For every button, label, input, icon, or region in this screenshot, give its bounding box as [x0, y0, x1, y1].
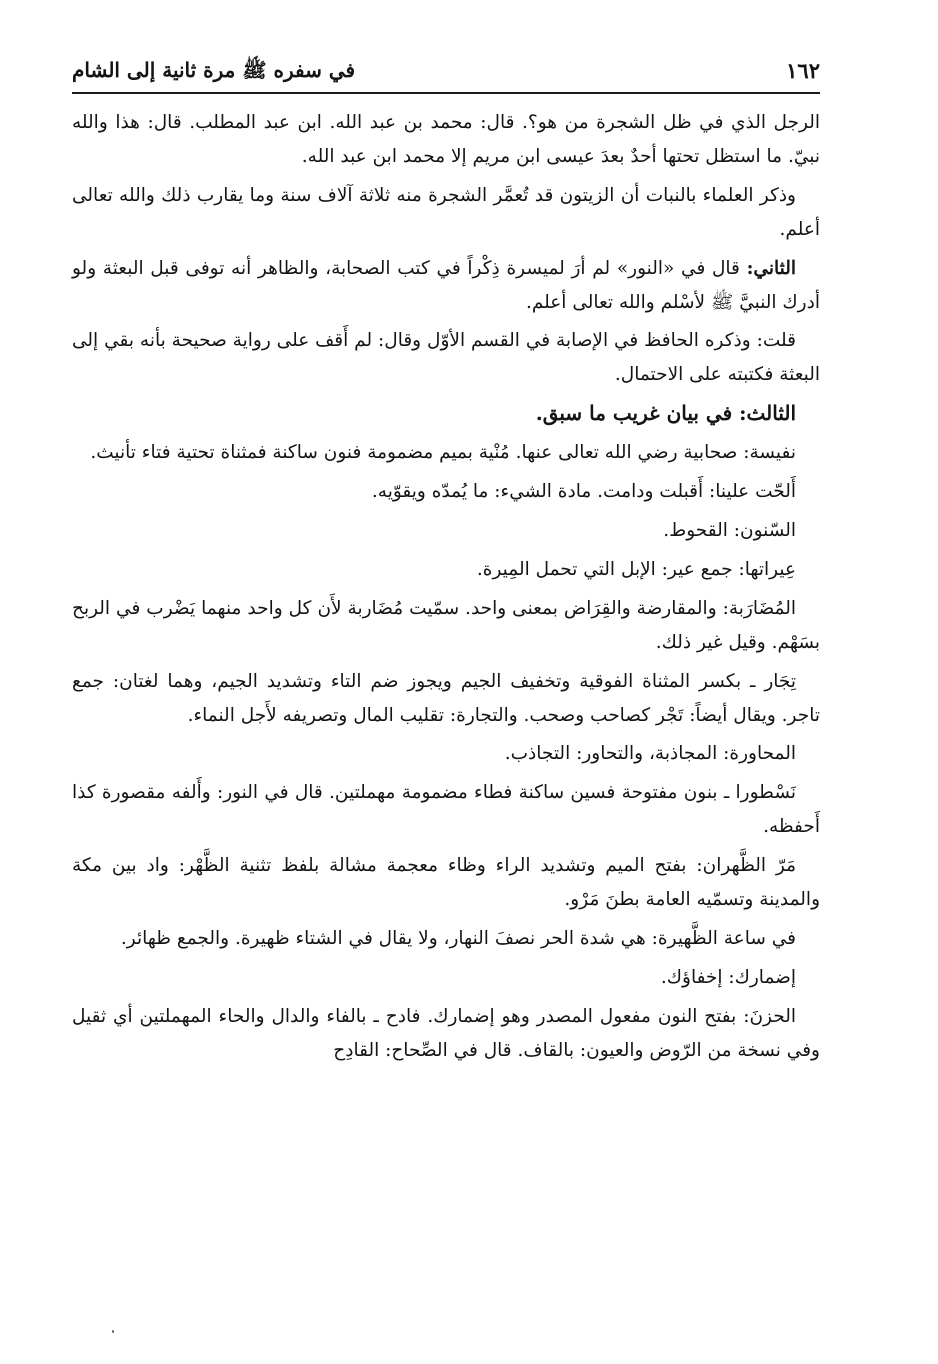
gloss-entry: السّنون: القحوط.: [663, 519, 796, 541]
gloss-entry: عِيراتها: جمع عير: الإبل التي تحمل المِيرة.: [476, 558, 796, 580]
section-heading: الثالث: في بيان غريب ما سبق.: [535, 401, 796, 426]
gloss-entry: إضمارك: إخفاؤك.: [660, 966, 796, 988]
running-title: في سفره ﷺ مرة ثانية إلى الشام: [72, 58, 356, 82]
gloss-entry: في ساعة الظَّهيرة: هي شدة الحر نصفَ النهار، ولا يقال في الشتاء ظهيرة. والجمع ظهائر.: [120, 927, 796, 949]
gloss-entry: المُضَارَبة: والمقارضة والقِرَاض بمعنى واحد. سمّيت مُضَاربة لأَن كل واحد منهما يَضْرب في الربح بسَهْم. وقيل غير ذلك.: [72, 597, 820, 653]
gloss-entry: أَلحّت علينا: أَقبلت ودامت. مادة الشيء: ما يُمدّه ويقوّيه.: [371, 481, 796, 503]
gloss-entry: المحاورة: المجاذبة، والتحاور: التجاذب.: [504, 743, 796, 765]
scan-speck: [112, 1330, 114, 1333]
gloss-entry: الحزنَ: بفتح النون مفعول المصدر وهو إضمارك. فادح ـ بالفاء والدال والحاء المهملتين أي ثقيل وفي نسخة من الرّوض والعيون: بالقاف. قال في الصِّحاح: القادِح: [72, 1005, 820, 1061]
page-number: ١٦٢: [786, 58, 820, 83]
gloss-entry: نَسْطورا ـ بنون مفتوحة فسين ساكنة فطاء مضمومة مهملتين. قال في النور: وأَلفه مقصورة كذا أَحفظه.: [72, 782, 820, 838]
note-label: الثاني:: [746, 257, 796, 279]
paragraph: وذكر العلماء بالنبات أن الزيتون قد تُعمَّر الشجرة منه ثلاثة آلاف سنة وما يقارب ذلك والله تعالى أعلم.: [72, 184, 820, 240]
page-body: [72, 106, 820, 1073]
paragraph: الثاني: قال في «النور» لم أرَ لميسرة ذِكْراً في كتب الصحابة، والظاهر أنه توفى قبل البعثة ولو أدرك النبيَّ ﷺ لأسْلم والله تعالى أعلم.: [72, 257, 820, 313]
paragraph: قلت: وذكره الحافظ في الإصابة في القسم الأوّل وقال: لم أَقف على رواية صحيحة بأنه بقي إلى البعثة فكتبته على الاحتمال.: [72, 330, 820, 386]
paragraph: الرجل الذي في ظل الشجرة من هو؟. قال: محمد بن عبد الله. ابن عبد المطلب. قال: هذا والله نبيّ. ما استظل تحتها أحدٌ بعدَ عيسى ابن مريم إلا محمد ابن عبد الله.: [72, 112, 820, 167]
gloss-entry: مَرّ الظَّهران: بفتح الميم وتشديد الراء وظاء معجمة مشالة بلفظ تثنية الظَّهْر: واد بين مكة والمدينة وتسمّيه العامة بطنَ مَرْو.: [72, 855, 820, 911]
paragraph: نفيسة: صحابية رضي الله تعالى عنها. مُنْية بميم مضمومة فنون ساكنة فمثناة تحتية فتاء تأنيث.: [90, 442, 796, 464]
gloss-entry: تِجَار ـ بكسر المثناة الفوقية وتخفيف الجيم ويجوز ضم التاء وتشديد الجيم، وهما لغتان: جمع تاجر. ويقال أيضاً: تَجْر كصاحب وصحب. والتجارة: تقليب المال وتصريفه لأَجل النماء.: [72, 670, 820, 726]
book-page: [72, 52, 820, 1332]
running-header: [72, 52, 820, 94]
